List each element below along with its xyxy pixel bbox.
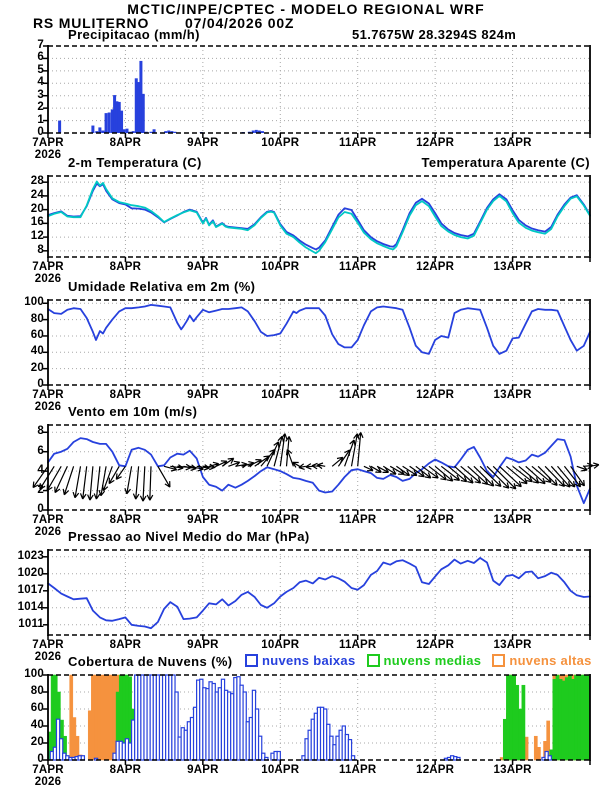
clouds-bar-nuvens-medias xyxy=(584,675,587,760)
temperature-ytick-label: 20 xyxy=(30,202,44,215)
temperature-xtick-label: 11APR xyxy=(338,261,377,273)
temperature-ytick-label: 12 xyxy=(30,230,44,243)
wind-arrow-icon xyxy=(293,462,300,467)
humidity-xtick-label: 10APR xyxy=(261,389,300,401)
panel-title-clouds: Cobertura de Nuvens (%) xyxy=(68,654,233,669)
clouds-bar-nuvens-altas xyxy=(107,675,110,760)
precipitation-ytick-label: 5 xyxy=(37,63,44,76)
clouds-bar-nuvens-altas xyxy=(525,737,528,760)
wind-xtick-label: 9APR xyxy=(187,514,219,526)
precipitation-bar xyxy=(142,94,145,133)
precipitation-ytick-label: 0 xyxy=(37,126,44,138)
precipitation-bar xyxy=(105,113,108,133)
clouds-bar-nuvens-medias xyxy=(571,679,574,760)
run-datetime: 07/04/2026 00Z xyxy=(185,15,295,31)
precipitation-ytick-label: 1 xyxy=(37,113,44,126)
clouds-bar-nuvens-medias xyxy=(556,675,559,760)
humidity-ytick-label: 60 xyxy=(30,328,44,341)
precipitation-bar xyxy=(108,112,111,133)
precipitation-ytick-label: 7 xyxy=(37,39,44,51)
pressure-ytick-label: 1011 xyxy=(18,617,44,630)
station-name: RS MULITERNO xyxy=(33,15,150,31)
precipitation-ytick-label: 3 xyxy=(37,88,44,101)
clouds-bar-nuvens-altas xyxy=(88,711,91,760)
temperature-xtick-label: 12APR xyxy=(416,261,455,273)
clouds-bar-nuvens-altas xyxy=(110,675,113,760)
clouds-bar-nuvens-medias xyxy=(559,679,562,760)
precipitation-bar xyxy=(261,131,264,133)
wind-ytick-label: 6 xyxy=(37,444,44,457)
legend-label: nuvens altas xyxy=(509,653,592,668)
clouds-bar-nuvens-altas xyxy=(534,736,537,760)
humidity-year-label: 2026 xyxy=(34,401,62,413)
humidity-ytick-label: 100 xyxy=(24,296,44,309)
clouds-bar-nuvens-altas xyxy=(94,675,97,760)
wind-ytick-label: 4 xyxy=(37,464,44,477)
clouds-ytick-label: 20 xyxy=(30,736,44,748)
precipitation-xtick-label: 9APR xyxy=(187,137,219,149)
clouds-bar-nuvens-medias xyxy=(522,685,525,760)
wind-year-label: 2026 xyxy=(34,526,62,538)
wind-arrow-icon xyxy=(317,463,325,469)
humidity-ytick-label: 0 xyxy=(37,378,44,390)
wind-xtick-label: 10APR xyxy=(261,514,300,526)
clouds-bar-nuvens-altas xyxy=(98,675,101,760)
humidity-ytick-label: 40 xyxy=(30,345,44,358)
clouds-xtick-label: 8APR xyxy=(109,764,142,776)
pressure-ytick-label: 1017 xyxy=(17,583,44,596)
humidity-xtick-label: 9APR xyxy=(187,389,219,401)
pressure-line xyxy=(48,558,590,628)
clouds-bar-nuvens-medias xyxy=(578,675,581,760)
clouds-ytick-label: 80 xyxy=(30,685,44,697)
temperature-ytick-label: 16 xyxy=(30,216,44,229)
page-title: MCTIC/INPE/CPTEC - MODELO REGIONAL WRF xyxy=(127,1,485,17)
temperature-ytick-label: 24 xyxy=(30,188,44,201)
humidity-xtick-label: 7APR xyxy=(32,389,64,401)
precipitation-xtick-label: 7APR xyxy=(32,137,64,149)
humidity-ytick-label: 20 xyxy=(30,361,44,374)
precipitation-bar xyxy=(91,126,94,133)
wind-ytick-label: 8 xyxy=(37,425,44,438)
wind-arrow-icon xyxy=(125,466,132,494)
temperature-year-label: 2026 xyxy=(34,273,62,285)
pressure-xtick-label: 9APR xyxy=(187,639,219,651)
wind-arrow-icon xyxy=(47,466,61,490)
clouds-bar-nuvens-baixas xyxy=(277,752,280,761)
clouds-bar-nuvens-medias xyxy=(509,675,512,760)
wind-arrow-icon xyxy=(81,466,87,499)
pressure-year-label: 2026 xyxy=(34,651,62,663)
clouds-bar-nuvens-medias xyxy=(519,709,522,760)
wind-xtick-label: 11APR xyxy=(338,514,377,526)
humidity-xtick-label: 8APR xyxy=(109,389,142,401)
wind-arrow-icon xyxy=(109,466,119,483)
humidity-xtick-label: 11APR xyxy=(338,389,377,401)
clouds-xtick-label: 11APR xyxy=(338,764,377,776)
wind-ytick-label: 2 xyxy=(37,483,44,496)
precipitation-ytick-label: 4 xyxy=(37,76,44,89)
pressure-xtick-label: 10APR xyxy=(261,639,300,651)
wind-arrow-icon xyxy=(55,466,68,492)
pressure-xtick-label: 11APR xyxy=(338,639,377,651)
pressure-ytick-label: 1020 xyxy=(17,566,44,579)
humidity-xtick-label: 13APR xyxy=(493,389,532,401)
wind-xtick-label: 12APR xyxy=(416,514,455,526)
wind-arrow-icon xyxy=(140,466,146,501)
clouds-xtick-label: 10APR xyxy=(261,764,300,776)
panel-title-temperature: 2-m Temperatura (C) xyxy=(68,155,202,170)
clouds-bar-nuvens-medias xyxy=(553,679,556,760)
legend-label: nuvens baixas xyxy=(262,653,356,668)
pressure-ytick-label: 1014 xyxy=(17,600,44,613)
clouds-bar-nuvens-medias xyxy=(574,675,577,760)
precipitation-xtick-label: 8APR xyxy=(109,137,142,149)
pressure-xtick-label: 7APR xyxy=(32,639,64,651)
wind-ytick-label: 0 xyxy=(37,503,44,515)
clouds-bar-nuvens-medias xyxy=(581,675,584,760)
panel-title-pressure: Pressao ao Nivel Medio do Mar (hPa) xyxy=(68,529,310,544)
clouds-ytick-label: 0 xyxy=(37,753,44,765)
precipitation-year-label: 2026 xyxy=(34,149,62,161)
clouds-bar-nuvens-medias xyxy=(506,675,509,760)
clouds-bar-nuvens-medias xyxy=(513,675,516,760)
temperature-xtick-label: 10APR xyxy=(261,261,300,273)
humidity-line xyxy=(48,305,590,354)
clouds-year-label: 2026 xyxy=(34,776,62,788)
pressure-ytick-label: 1023 xyxy=(17,549,44,562)
precipitation-xtick-label: 13APR xyxy=(493,137,532,149)
clouds-bar-nuvens-medias xyxy=(562,681,565,760)
clouds-xtick-label: 13APR xyxy=(493,764,532,776)
clouds-bar-nuvens-altas xyxy=(104,675,107,760)
clouds-bar-nuvens-medias xyxy=(568,675,571,760)
legend-label: nuvens medias xyxy=(383,653,482,668)
clouds-xtick-label: 9APR xyxy=(187,764,219,776)
clouds-bar-nuvens-medias xyxy=(503,719,506,760)
clouds-xtick-label: 7APR xyxy=(32,764,64,776)
temperature-xtick-label: 7APR xyxy=(32,261,64,273)
clouds-bar-nuvens-medias xyxy=(516,685,519,760)
temperature-line xyxy=(48,184,590,250)
precipitation-ytick-label: 6 xyxy=(37,51,44,64)
wind-arrow-icon xyxy=(590,463,599,469)
precipitation-xtick-label: 10APR xyxy=(261,137,300,149)
pressure-xtick-label: 12APR xyxy=(416,639,455,651)
pressure-xtick-label: 13APR xyxy=(493,639,532,651)
panel-title-humidity: Umidade Relativa em 2m (%) xyxy=(68,279,256,294)
wind-arrow-icon xyxy=(94,466,100,499)
apparent-temperature-label: Temperatura Aparente (C) xyxy=(421,155,590,170)
clouds-xtick-label: 12APR xyxy=(416,764,455,776)
temperature-xtick-label: 8APR xyxy=(109,261,142,273)
clouds-bar-nuvens-altas xyxy=(73,718,76,761)
clouds-ytick-label: 100 xyxy=(24,668,44,680)
temperature-line xyxy=(48,182,590,254)
wind-xtick-label: 8APR xyxy=(109,514,142,526)
temperature-ytick-label: 8 xyxy=(37,243,44,256)
wind-arrow-icon xyxy=(299,464,306,470)
clouds-bar-nuvens-altas xyxy=(91,675,94,760)
pressure-xtick-label: 8APR xyxy=(109,639,142,651)
wind-arrow-icon xyxy=(306,464,313,470)
clouds-bar-nuvens-medias xyxy=(565,678,568,760)
location-coordinates: 51.7675W 28.3294S 824m xyxy=(352,27,517,42)
panel-title-precipitation: Precipitacao (mm/h) xyxy=(68,27,200,42)
precipitation-xtick-label: 12APR xyxy=(416,137,455,149)
precipitation-bar xyxy=(58,121,61,133)
precipitation-xtick-label: 11APR xyxy=(338,137,377,149)
clouds-bar-nuvens-altas xyxy=(101,675,104,760)
temperature-xtick-label: 13APR xyxy=(493,261,532,273)
wind-xtick-label: 7APR xyxy=(32,514,64,526)
wind-arrow-icon xyxy=(158,466,170,487)
precipitation-bar xyxy=(98,127,101,133)
clouds-bar-nuvens-altas xyxy=(537,747,540,760)
wind-xtick-label: 13APR xyxy=(493,514,532,526)
clouds-ytick-label: 60 xyxy=(30,702,44,714)
humidity-ytick-label: 80 xyxy=(30,312,44,325)
temperature-ytick-label: 28 xyxy=(30,175,44,188)
clouds-ytick-label: 40 xyxy=(30,719,44,731)
temperature-xtick-label: 9APR xyxy=(187,261,219,273)
precipitation-ytick-label: 2 xyxy=(37,101,44,114)
clouds-bar-nuvens-altas xyxy=(70,675,73,760)
panel-title-wind: Vento em 10m (m/s) xyxy=(68,404,198,419)
humidity-xtick-label: 12APR xyxy=(416,389,455,401)
